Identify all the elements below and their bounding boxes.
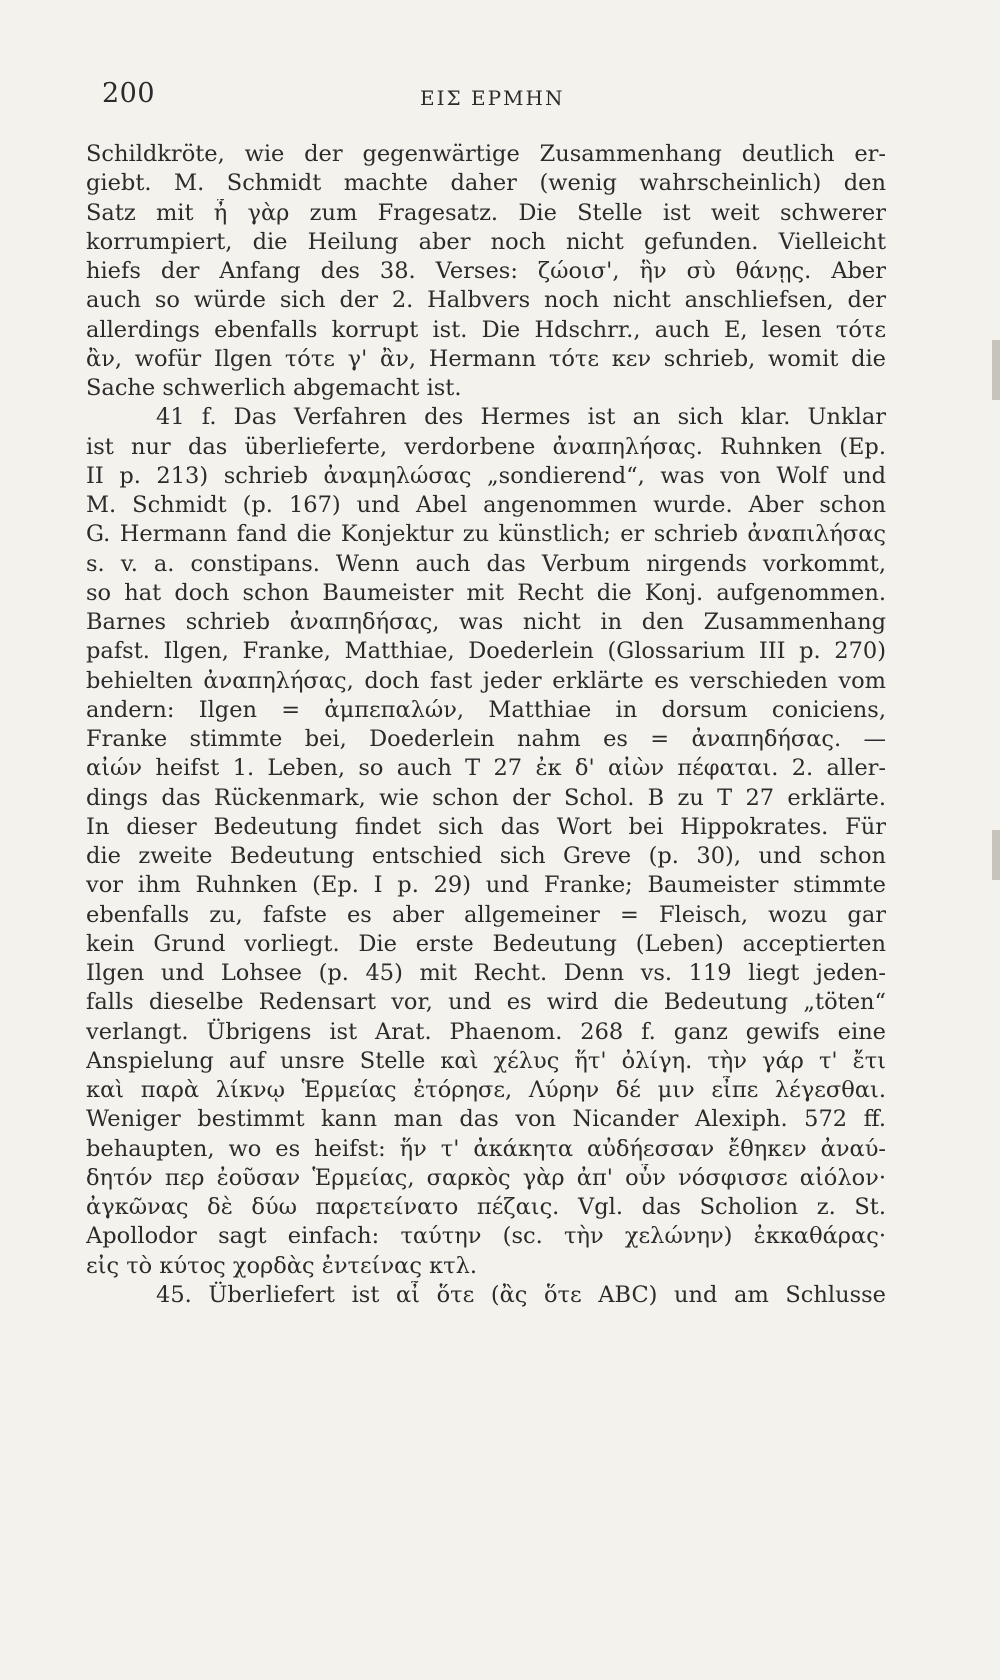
text-line: allerdings ebenfalls korrupt ist. Die Hdschrr., auch E, lesen τότε — [86, 316, 886, 343]
page-number: 200 — [102, 78, 156, 109]
text-line: Apollodor sagt einfach: ταύτην (sc. τὴν χελώνην) ἐκκαθάρας· — [86, 1223, 886, 1250]
text-line: Anspielung auf unsre Stelle καὶ χέλυς ἥτ' ὀλίγη. τὴν γάρ τ' ἔτι — [86, 1047, 886, 1074]
text-line: Ilgen und Lohsee (p. 45) mit Recht. Denn vs. 119 liegt jeden- — [86, 960, 886, 986]
text-line: εἰς τὸ κύτος χορδὰς ἐντείνας κτλ. — [86, 1252, 477, 1279]
text-line: hiefs der Anfang des 38. Verses: ζώοισ', ἣν σὺ θάνῃς. Aber — [86, 258, 886, 284]
text-line: auch so würde sich der 2. Halbvers noch nicht anschliefsen, der — [86, 287, 886, 314]
text-line: behaupten, wo es heifst: ἥν τ' ἀκάκητα αὐδήεσσαν ἔθηκεν ἀναύ- — [86, 1135, 886, 1162]
text-line: II p. 213) schrieb ἀναμηλώσας „sondierend“, was von Wolf und — [86, 462, 886, 489]
text-line: giebt. M. Schmidt machte daher (wenig wahrscheinlich) den — [86, 170, 886, 197]
text-line: In dieser Bedeutung findet sich das Wort bei Hippokrates. Für — [86, 813, 886, 840]
text-line: s. v. a. constipans. Wenn auch das Verbum nirgends vorkommt, — [86, 550, 886, 577]
text-line: καὶ παρὰ λίκνῳ Ἑρμείας ἐτόρησε, Λύρην δέ μιν εἶπε λέγεσθαι. — [86, 1077, 886, 1103]
text-line: Satz mit ἦ γὰρ zum Fragesatz. Die Stelle ist weit schwerer — [86, 199, 886, 226]
text-line: Weniger bestimmt kann man das von Nicander Alexiph. 572 ff. — [86, 1106, 886, 1133]
text-line: G. Hermann fand die Konjektur zu künstlich; er schrieb ἀναπιλήσας — [86, 521, 886, 548]
text-line: 41 f. Das Verfahren des Hermes ist an sich klar. Unklar — [156, 404, 886, 431]
text-line: so hat doch schon Baumeister mit Recht die Konj. aufgenommen. — [86, 579, 886, 606]
text-line: Schildkröte, wie der gegenwärtige Zusammenhang deutlich er- — [86, 141, 886, 167]
text-line: kein Grund vorliegt. Die erste Bedeutung (Leben) acceptierten — [86, 930, 886, 957]
text-line: behielten ἀναπηλήσας, doch fast jeder erklärte es verschieden vom — [86, 667, 886, 694]
text-line: die zweite Bedeutung entschied sich Greve (p. 30), und schon — [86, 843, 886, 869]
text-line: dings das Rückenmark, wie schon der Schol. B zu T 27 erklärte. — [86, 784, 886, 811]
text-line: falls dieselbe Redensart vor, und es wird die Bedeutung „töten“ — [86, 989, 886, 1016]
text-line: M. Schmidt (p. 167) und Abel angenommen wurde. Aber schon — [86, 492, 886, 518]
text-line: verlangt. Übrigens ist Arat. Phaenom. 268 f. ganz gewifs eine — [86, 1018, 886, 1045]
text-line: Barnes schrieb ἀναπηδήσας, was nicht in den Zusammenhang — [86, 609, 886, 635]
text-line: αἰών heifst 1. Leben, so auch T 27 ἐκ δ' αἰὼν πέφαται. 2. aller- — [86, 755, 886, 782]
running-title: ΕΙΣ ΕΡΜΗΝ — [420, 86, 565, 110]
text-line: ist nur das überlieferte, verdorbene ἀναπηλήσας. Ruhnken (Ep. — [86, 433, 886, 460]
text-line: korrumpiert, die Heilung aber noch nicht gefunden. Vielleicht — [86, 228, 886, 255]
text-line: δητόν περ ἐοῦσαν Ἑρμείας, σαρκὸς γὰρ ἀπ' οὖν νόσφισσε αἰόλον· — [86, 1164, 886, 1191]
text-line: vor ihm Ruhnken (Ep. I p. 29) und Franke; Baumeister stimmte — [86, 872, 886, 899]
text-line: andern: Ilgen = ἀμπεπαλών, Matthiae in dorsum coniciens, — [86, 696, 886, 723]
text-line: ἀγκῶνας δὲ δύω παρετείνατο πέζαις. Vgl. das Scholion z. St. — [86, 1194, 886, 1220]
text-line: pafst. Ilgen, Franke, Matthiae, Doederlein (Glossarium III p. 270) — [86, 638, 886, 665]
body-text — [86, 140, 886, 1310]
text-line: ebenfalls zu, fafste es aber allgemeiner = Fleisch, wozu gar — [86, 901, 886, 928]
page-edge-shadow — [992, 830, 1000, 880]
page-edge-shadow — [992, 340, 1000, 400]
page-header — [0, 78, 1000, 118]
text-line: ἂν, wofür Ilgen τότε γ' ἂν, Hermann τότε κεν schrieb, womit die — [86, 345, 886, 372]
text-line: Franke stimmte bei, Doederlein nahm es = ἀναπηδήσας. — — [86, 726, 886, 752]
text-line: Sache schwerlich abgemacht ist. — [86, 375, 462, 401]
text-line: 45. Überliefert ist αἶ ὅτε (ἂς ὅτε ABC) und am Schlusse — [156, 1281, 886, 1308]
